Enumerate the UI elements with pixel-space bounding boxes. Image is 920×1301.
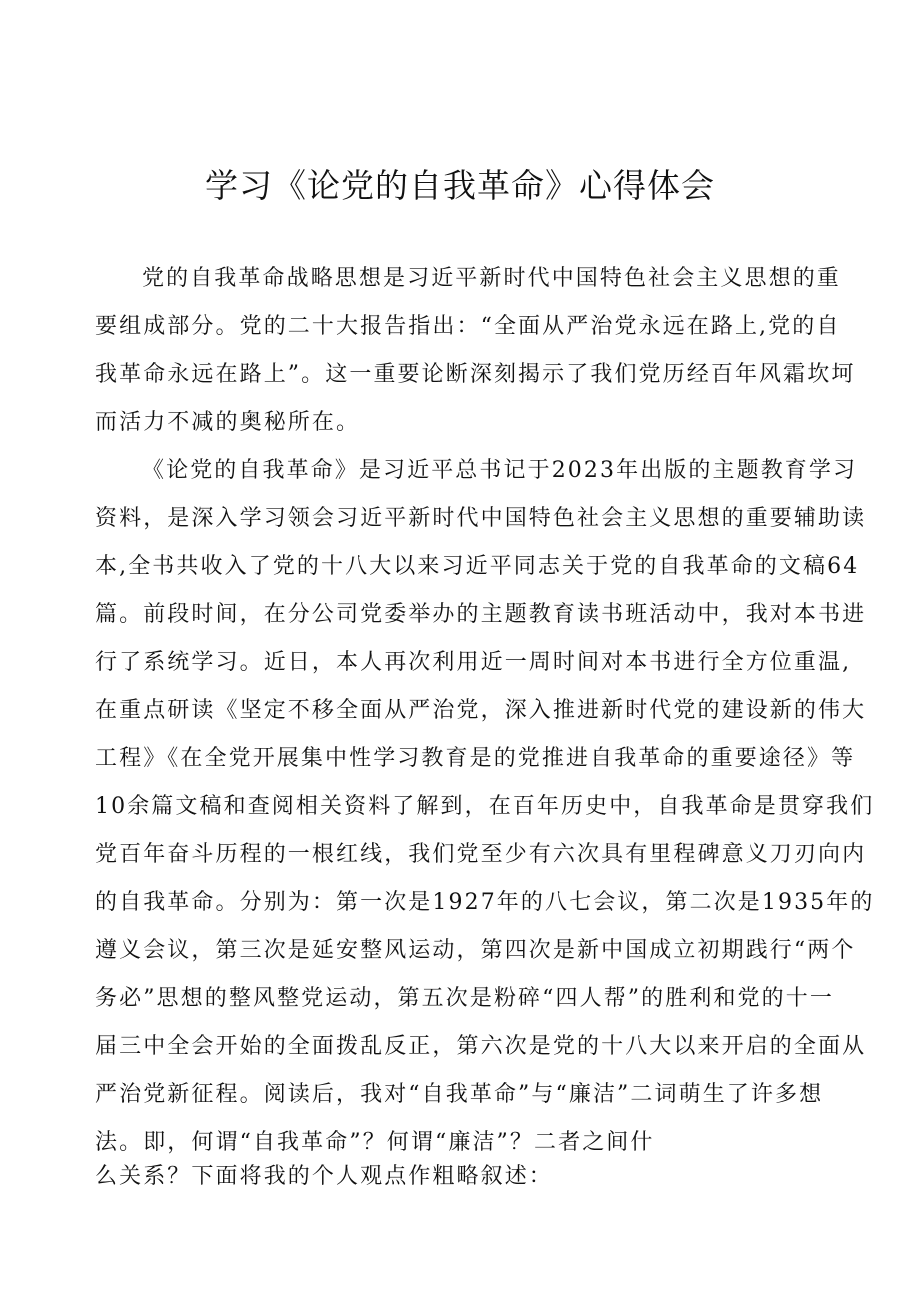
paragraph-line: 的自我革命。分别为：第一次是1927年的八七会议，第二次是1935年的	[95, 890, 875, 915]
paragraph-line: 《论党的自我革命》是习近平总书记于2023年出版的主题教育学习	[142, 458, 858, 483]
paragraph-line: 行了系统学习。近日，本人再次利用近一周时间对本书进行全方位重温,	[95, 650, 852, 675]
paragraph-line: 10余篇文稿和查阅相关资料了解到，在百年历史中，自我革命是贯穿我们	[95, 794, 875, 819]
paragraph-line: 么关系？下面将我的个人观点作粗略叙述：	[95, 1164, 553, 1189]
paragraph-line: 篇。前段时间，在分公司党委举办的主题教育读书班活动中，我对本书进	[95, 602, 867, 627]
paragraph-line: 严治党新征程。阅读后，我对“自我革命”与“廉洁”二词萌生了许多想	[95, 1082, 824, 1107]
paragraph-line: 要组成部分。党的二十大报告指出：“全面从严治党永远在路上,党的自	[95, 314, 841, 339]
paragraph-line: 工程》《在全党开展集中性学习教育是的党推进自我革命的重要途径》等	[95, 746, 856, 771]
paragraph-line: 届三中全会开始的全面拨乱反正，第六次是党的十八大以来开启的全面从	[95, 1034, 867, 1059]
paragraph-line: 资料，是深入学习领会习近平新时代中国特色社会主义思想的重要辅助读	[95, 506, 867, 531]
paragraph-line: 党百年奋斗历程的一根红线，我们党至少有六次具有里程碑意义刀刃向内	[95, 842, 867, 867]
paragraph-line: 本,全书共收入了党的十八大以来习近平同志关于党的自我革命的文稿64	[95, 554, 860, 579]
paragraph-line: 遵义会议，第三次是延安整风运动，第四次是新中国成立初期践行“两个	[95, 938, 856, 963]
paragraph-line: 在重点研读《坚定不移全面从严治党，深入推进新时代党的建设新的伟大	[95, 698, 867, 723]
paragraph-line: 法。即，何谓“自我革命”？何谓“廉洁”？二者之间什	[95, 1130, 655, 1155]
document-title: 学习《论党的自我革命》心得体会	[205, 166, 715, 205]
paragraph-line: 务必”思想的整风整党运动，第五次是粉碎“四人帮”的胜利和党的十一	[95, 986, 834, 1011]
paragraph-line: 党的自我革命战略思想是习近平新时代中国特色社会主义思想的重	[142, 266, 841, 291]
paragraph-line: 我革命永远在路上”。这一重要论断深刻揭示了我们党历经百年风霜坎坷	[95, 362, 856, 387]
paragraph-line: 而活力不减的奥秘所在。	[95, 410, 361, 435]
